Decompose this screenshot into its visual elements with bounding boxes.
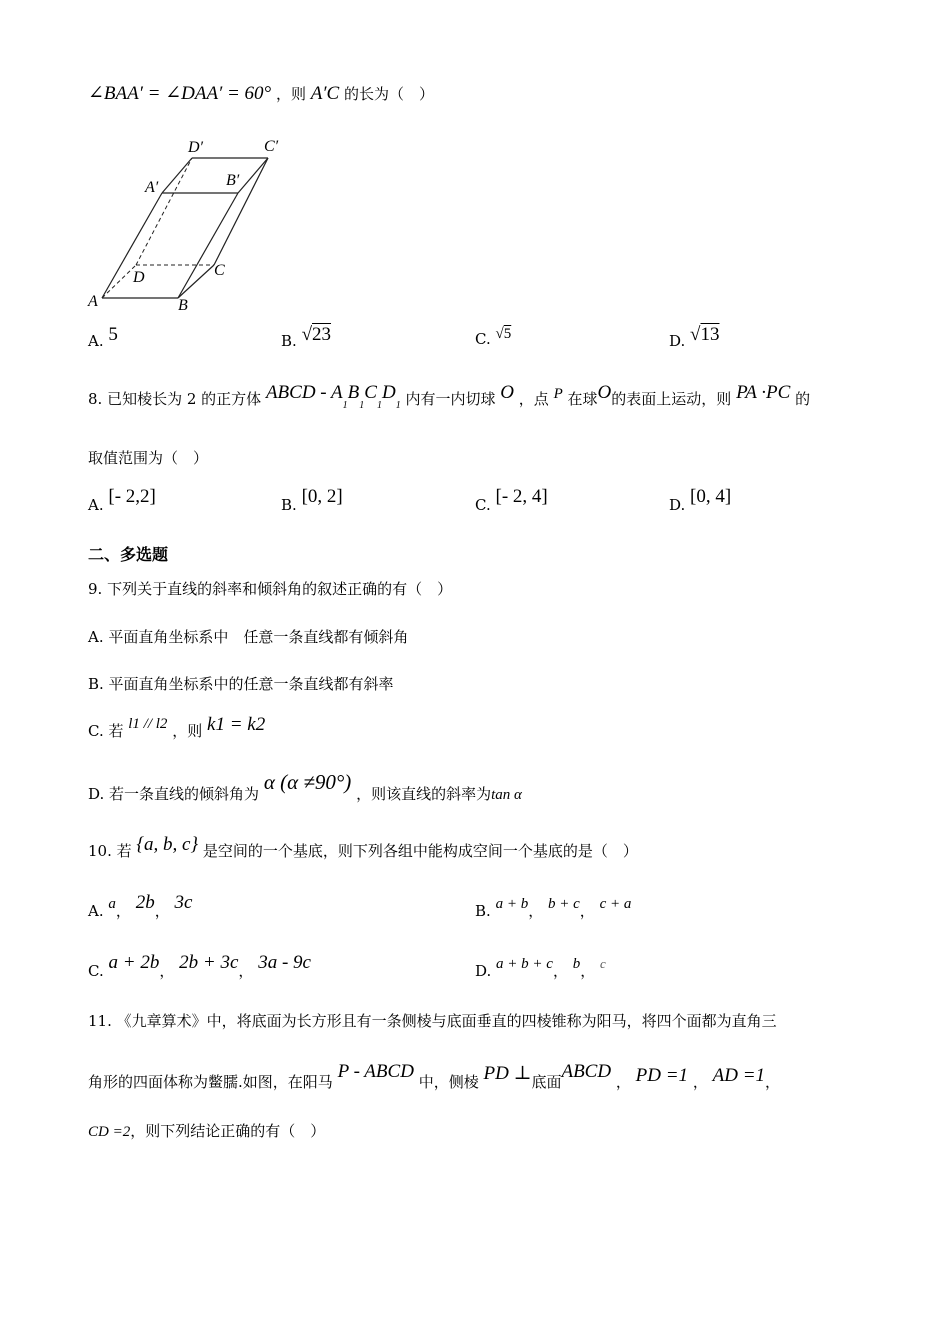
q8-option-b-value: [0, 2] [301, 486, 343, 507]
label-d1: D′ [188, 139, 204, 156]
edge-bb1 [178, 193, 238, 298]
q8-prefix: 8. 已知棱长为 2 的正方体 [88, 390, 262, 408]
q7-option-a[interactable] [88, 324, 118, 352]
q7-option-a-letter: A. [88, 332, 104, 350]
q10-prefix: 10. 若 [88, 842, 132, 860]
q8-option-a-letter: A. [88, 496, 104, 514]
q8-option-d-letter: D. [669, 496, 686, 514]
q10-sep: ， [238, 962, 254, 980]
q10-option-a-item1: a [108, 896, 116, 912]
q8-option-b-letter: B. [281, 496, 297, 514]
q9-option-c[interactable] [88, 714, 266, 742]
edge-bc [178, 265, 214, 298]
q8-sub-2: 1 [359, 400, 365, 411]
q9-option-c-prefix: C. 若 [88, 722, 124, 740]
q10-sep: ， [154, 902, 170, 920]
q8-mid1: 内有一内切球 [405, 390, 496, 408]
q11-pd-eq: PD =1 [635, 1065, 689, 1086]
q9-option-b[interactable]: B. 平面直角坐标系中的任意一条直线都有斜率 [88, 675, 394, 693]
q9-option-c-result: k1 = k2 [207, 714, 266, 735]
q8-cube-math: ABCD - A [265, 382, 343, 403]
q10-option-a-item2: 2b [135, 892, 155, 913]
q11-tail: ，则下列结论正确的有（ ） [130, 1122, 326, 1140]
q8-option-d[interactable] [669, 486, 732, 516]
q10-sep: ， [552, 962, 568, 980]
q10-sep: ， [115, 902, 131, 920]
q7-option-d[interactable] [669, 324, 720, 352]
q7-option-b-letter: B. [281, 332, 297, 350]
q7-option-c-value: √5 [495, 326, 512, 342]
q8-sub-1: 1 [342, 400, 348, 411]
q8-mid5: 的 [795, 390, 811, 408]
q10-sep: ， [580, 962, 596, 980]
edge-dd1-hidden [136, 158, 192, 265]
q8-stem-line2: 取值范围为（ ） [88, 449, 209, 467]
label-c1: C′ [264, 138, 279, 155]
q8-sphere2: O [597, 382, 612, 403]
q11-comma: ， [615, 1073, 631, 1091]
q8-mid4: 的表面上运动，则 [611, 390, 732, 408]
q8-option-c-letter: C. [475, 496, 491, 514]
q10-option-a-letter: A. [88, 902, 104, 920]
label-b: B [178, 297, 188, 314]
q11-line2-prefix: 角形的四面体称为鳖臑.如图，在阳马 [88, 1073, 333, 1091]
q10-stem [88, 834, 638, 862]
q11-ad-eq: AD =1 [712, 1065, 766, 1086]
q10-option-d-letter: D. [475, 962, 492, 980]
q7-ac-math: A′C [310, 83, 340, 104]
q8-letter-b: B [347, 382, 360, 403]
q8-sub-3: 1 [376, 400, 382, 411]
q7-text-tail: 的长为（ ） [343, 85, 434, 103]
q11-line1: 11. 《九章算术》中，将底面为长方形且有一条侧棱与底面垂直的四棱锥称为阳马，将四个面都为直角三 [88, 1012, 777, 1030]
q9-option-d[interactable] [88, 770, 522, 805]
section-heading: 二、多选题 [88, 545, 169, 564]
edge-a1d1 [162, 158, 192, 193]
label-a: A [88, 293, 98, 310]
q8-mid2: ，点 [518, 390, 549, 408]
q10-option-b[interactable] [475, 896, 632, 921]
q10-sep: ， [159, 962, 175, 980]
q11-comma: ， [765, 1073, 781, 1091]
q8-mid3: 在球 [567, 390, 598, 408]
q10-option-b-letter: B. [475, 902, 491, 920]
q10-option-c-item3: 3a - 9c [258, 952, 311, 973]
q8-letter-c: C [364, 382, 377, 403]
q9-option-c-condition: l1 // l2 [128, 716, 168, 732]
q8-option-d-value: [0, 4] [690, 486, 732, 507]
label-c: C [214, 262, 225, 279]
q8-sub-4: 1 [395, 400, 401, 411]
q11-line2 [88, 1061, 781, 1093]
q10-option-b-item1: a + b [495, 896, 529, 912]
q11-cd-eq: CD =2 [88, 1124, 131, 1140]
q10-option-c[interactable] [88, 952, 311, 982]
q10-option-c-item1: a + 2b [108, 952, 160, 973]
q7-option-b[interactable] [281, 324, 332, 352]
q7-condition-math: ∠BAA′ = ∠DAA′ = 60° [88, 83, 272, 104]
q10-sep: ， [528, 902, 544, 920]
label-d: D [133, 269, 145, 286]
q7-condition-line [88, 82, 434, 105]
edge-aa1 [102, 193, 162, 298]
q9-option-a[interactable]: A. 平面直角坐标系中 任意一条直线都有倾斜角 [88, 628, 409, 646]
q11-line3 [88, 1120, 325, 1141]
q10-option-d-item2: b [572, 956, 581, 972]
q9-option-d-math: α (α ≠90°) [263, 770, 352, 794]
q7-parallelepiped-figure [84, 132, 294, 317]
q9-option-d-tan: tan α [491, 787, 522, 803]
q10-option-c-letter: C. [88, 962, 104, 980]
q11-base: ABCD [561, 1061, 612, 1082]
q10-option-b-item2: b + c [548, 896, 580, 912]
q11-pyramid: P - ABCD [337, 1061, 414, 1082]
q11-comma: ， [692, 1073, 708, 1091]
q11-mid1: 中，侧棱 [418, 1073, 479, 1091]
q7-option-d-value: √13 [690, 324, 720, 345]
q8-option-b[interactable] [281, 486, 343, 516]
q10-option-d-item3: c [600, 956, 606, 971]
q8-point: P [553, 386, 563, 402]
q10-option-d[interactable] [475, 956, 606, 981]
q8-sphere: O [500, 382, 514, 403]
q7-option-a-value: 5 [108, 324, 118, 345]
q9-stem: 9. 下列关于直线的斜率和倾斜角的叙述正确的有（ ） [88, 580, 453, 598]
q11-pd-perp: PD ⊥ [483, 1063, 532, 1084]
q7-text-then: ，则 [275, 85, 306, 103]
label-b1: B′ [226, 172, 240, 189]
q10-sep: ， [579, 902, 595, 920]
q7-option-c[interactable] [475, 326, 512, 349]
q8-option-a[interactable] [88, 486, 156, 516]
edge-ad-hidden [102, 265, 136, 298]
q10-stem-text: 是空间的一个基底，则下列各组中能构成空间一个基底的是（ ） [202, 842, 638, 860]
label-a1: A′ [145, 179, 159, 196]
q8-dot-math: PA ·PC [736, 382, 791, 403]
q10-basis: {a, b, c} [136, 834, 199, 855]
q11-mid2: 底面 [531, 1073, 562, 1091]
q8-stem-line1 [88, 382, 811, 411]
q10-option-c-item2: 2b + 3c [179, 952, 239, 973]
q10-option-b-item3: c + a [599, 896, 632, 912]
q8-option-c[interactable] [475, 486, 548, 516]
q7-option-c-letter: C. [475, 330, 491, 348]
q9-option-d-mid: ，则该直线的斜率为 [356, 785, 492, 803]
q8-letter-d: D [381, 382, 396, 403]
q10-option-d-item1: a + b + c [496, 956, 553, 972]
q8-option-a-value: [- 2,2] [108, 486, 156, 507]
q10-option-a[interactable] [88, 892, 193, 922]
q9-option-c-mid: ，则 [172, 722, 203, 740]
q7-option-b-value: √23 [301, 324, 332, 345]
q10-option-a-item3: 3c [174, 892, 193, 913]
edge-cc1 [214, 158, 268, 265]
q9-option-d-prefix: D. 若一条直线的倾斜角为 [88, 785, 260, 803]
q7-option-d-letter: D. [669, 332, 686, 350]
q8-option-c-value: [- 2, 4] [495, 486, 548, 507]
